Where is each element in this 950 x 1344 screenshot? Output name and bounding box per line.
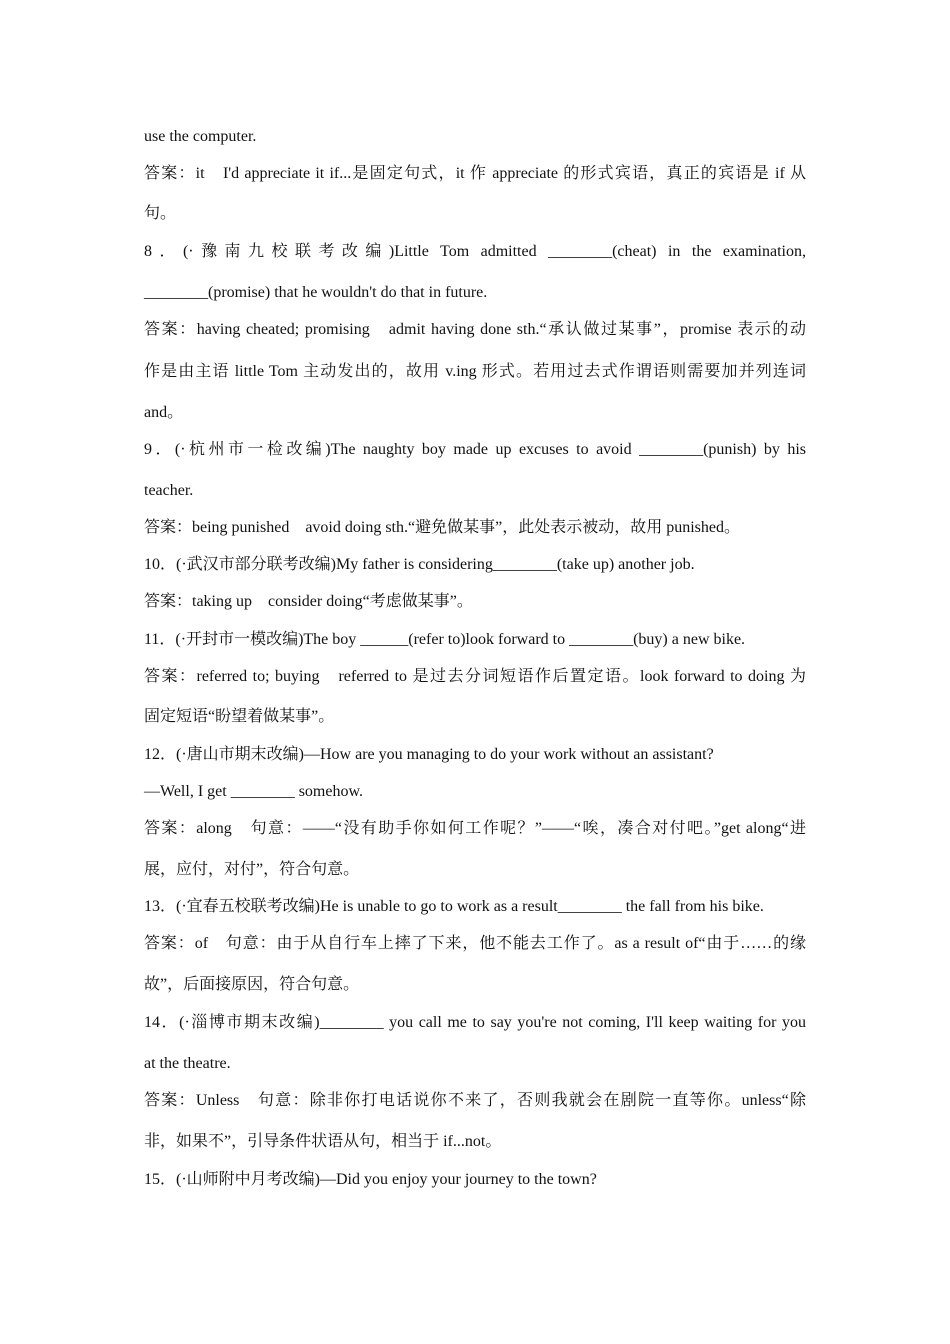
text-line-11: 答案：being punished avoid doing sth.“避免做某事”，此处表示被动，故用 punished。 bbox=[144, 519, 740, 536]
text-line-24: 14．(·淄博市期末改编)________ you call me to say you're not coming, I'll keep waiting for you bbox=[144, 1014, 806, 1031]
text-line-3: 句。 bbox=[144, 205, 177, 222]
text-line-10: teacher. bbox=[144, 482, 194, 499]
text-line-2: 答案：it I'd appreciate it if...是固定句式，it 作 appreciate 的形式宾语，真正的宾语是 if 从 bbox=[144, 165, 806, 182]
text-line-1: use the computer. bbox=[144, 128, 257, 145]
text-line-21: 13．(·宜春五校联考改编)He is unable to go to work as a result________ the fall from his bike. bbox=[144, 898, 764, 915]
text-line-20: 展，应付，对付”，符合句意。 bbox=[144, 861, 360, 878]
text-line-25: at the theatre. bbox=[144, 1055, 231, 1072]
text-line-15: 答案：referred to; buying referred to 是过去分词短语作后置定语。look forward to doing 为 bbox=[144, 668, 806, 685]
text-line-4: 8．(·豫南九校联考改编)Little Tom admitted ________(cheat) in the examination, bbox=[144, 243, 806, 260]
text-line-14: 11．(·开封市一模改编)The boy ______(refer to)look forward to ________(buy) a new bike. bbox=[144, 631, 746, 648]
text-line-27: 非，如果不”，引导条件状语从句，相当于 if...not。 bbox=[144, 1133, 502, 1150]
text-line-9: 9．(·杭州市一检改编)The naughty boy made up excuses to avoid ________(punish) by his bbox=[144, 441, 806, 458]
text-line-17: 12．(·唐山市期末改编)—How are you managing to do your work without an assistant? bbox=[144, 746, 714, 763]
text-line-18: —Well, I get ________ somehow. bbox=[144, 783, 363, 800]
text-line-28: 15．(·山师附中月考改编)—Did you enjoy your journey to the town? bbox=[144, 1171, 597, 1188]
text-line-23: 故”，后面接原因，符合句意。 bbox=[144, 976, 360, 993]
text-line-22: 答案：of 句意：由于从自行车上摔了下来，他不能去工作了。as a result of“由于……的缘 bbox=[144, 935, 806, 952]
text-line-19: 答案：along 句意：——“没有助手你如何工作呢？”——“唉，凑合对付吧。”get along“进 bbox=[144, 820, 806, 837]
text-line-13: 答案：taking up consider doing“考虑做某事”。 bbox=[144, 593, 473, 610]
text-line-26: 答案：Unless 句意：除非你打电话说你不来了，否则我就会在剧院一直等你。unless“除 bbox=[144, 1092, 806, 1109]
text-line-7: 作是由主语 little Tom 主动发出的，故用 v.ing 形式。若用过去式作谓语则需要加并列连词 bbox=[144, 363, 806, 380]
text-line-5: ________(promise) that he wouldn't do that in future. bbox=[144, 284, 488, 301]
text-line-6: 答案：having cheated; promising admit having done sth.“承认做过某事”，promise 表示的动 bbox=[144, 321, 806, 338]
text-line-8: and。 bbox=[144, 404, 184, 421]
text-line-16: 固定短语“盼望着做某事”。 bbox=[144, 708, 335, 725]
text-line-12: 10．(·武汉市部分联考改编)My father is considering________(take up) another job. bbox=[144, 556, 695, 573]
